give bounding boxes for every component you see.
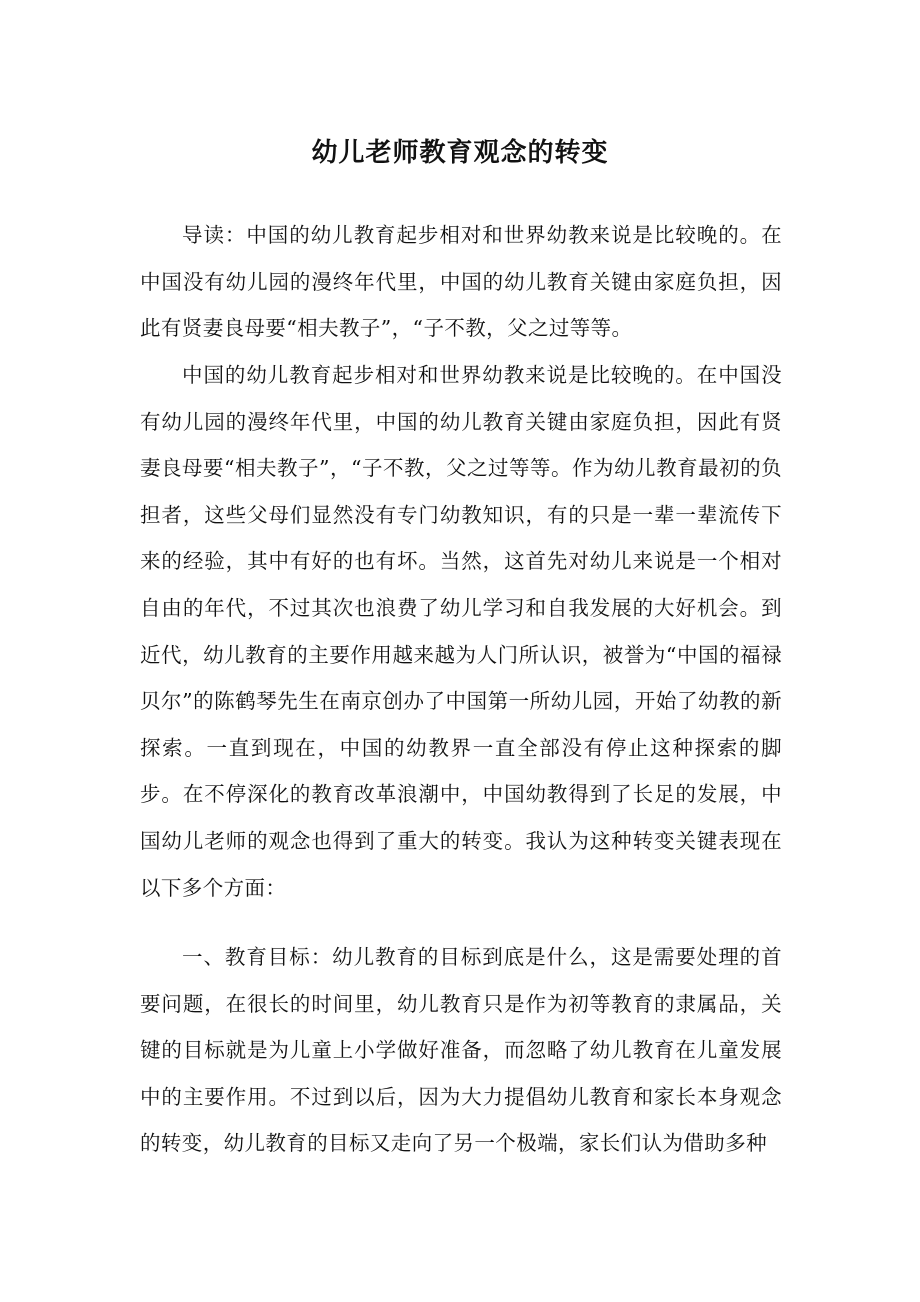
section-one-paragraph: 一、教育目标：幼儿教育的目标到底是什么，这是需要处理的首要问题，在很长的时间里，幼儿教育只是作为初等教育的隶属品，关键的目标就是为儿童上小学做好准备，而忽略了幼儿教育在儿童发展中的主要作用。不过到以后，因为大力提倡幼儿教育和家长本身观念的转变，幼儿教育的目标又走向了另一个极端，家长们认为借助多种 xyxy=(140,945,782,1156)
page-title: 幼儿老师教育观念的转变 xyxy=(311,138,609,169)
body-paragraph: 中国的幼儿教育起步相对和世界幼教来说是比较晚的。在中国没有幼儿园的漫终年代里，中国的幼儿教育关键由家庭负担，因此有贤妻良母要“相夫教子”，“子不教，父之过等等。作为幼儿教育最初的负担者，这些父母们显然没有专门幼教知识，有的只是一辈一辈流传下来的经验，其中有好的也有坏。当然，这首先对幼儿来说是一个相对自由的年代，不过其次也浪费了幼儿学习和自我发展的大好机会。到近代，幼儿教育的主要作用越来越为人门所认识，被誉为“中国的福禄贝尔”的陈鹤琴先生在南京创办了中国第一所幼儿园，开始了幼教的新探索。一直到现在，中国的幼教界一直全部没有停止这种探索的脚步。在不停深化的教育改革浪潮中，中国幼教得到了长足的发展，中国幼儿老师的观念也得到了重大的转变。我认为这种转变关键表现在以下多个方面： xyxy=(140,363,782,900)
intro-paragraph: 导读：中国的幼儿教育起步相对和世界幼教来说是比较晚的。在中国没有幼儿园的漫终年代里，中国的幼儿教育关键由家庭负担，因此有贤妻良母要“相夫教子”，“子不教，父之过等等。 xyxy=(140,223,782,341)
